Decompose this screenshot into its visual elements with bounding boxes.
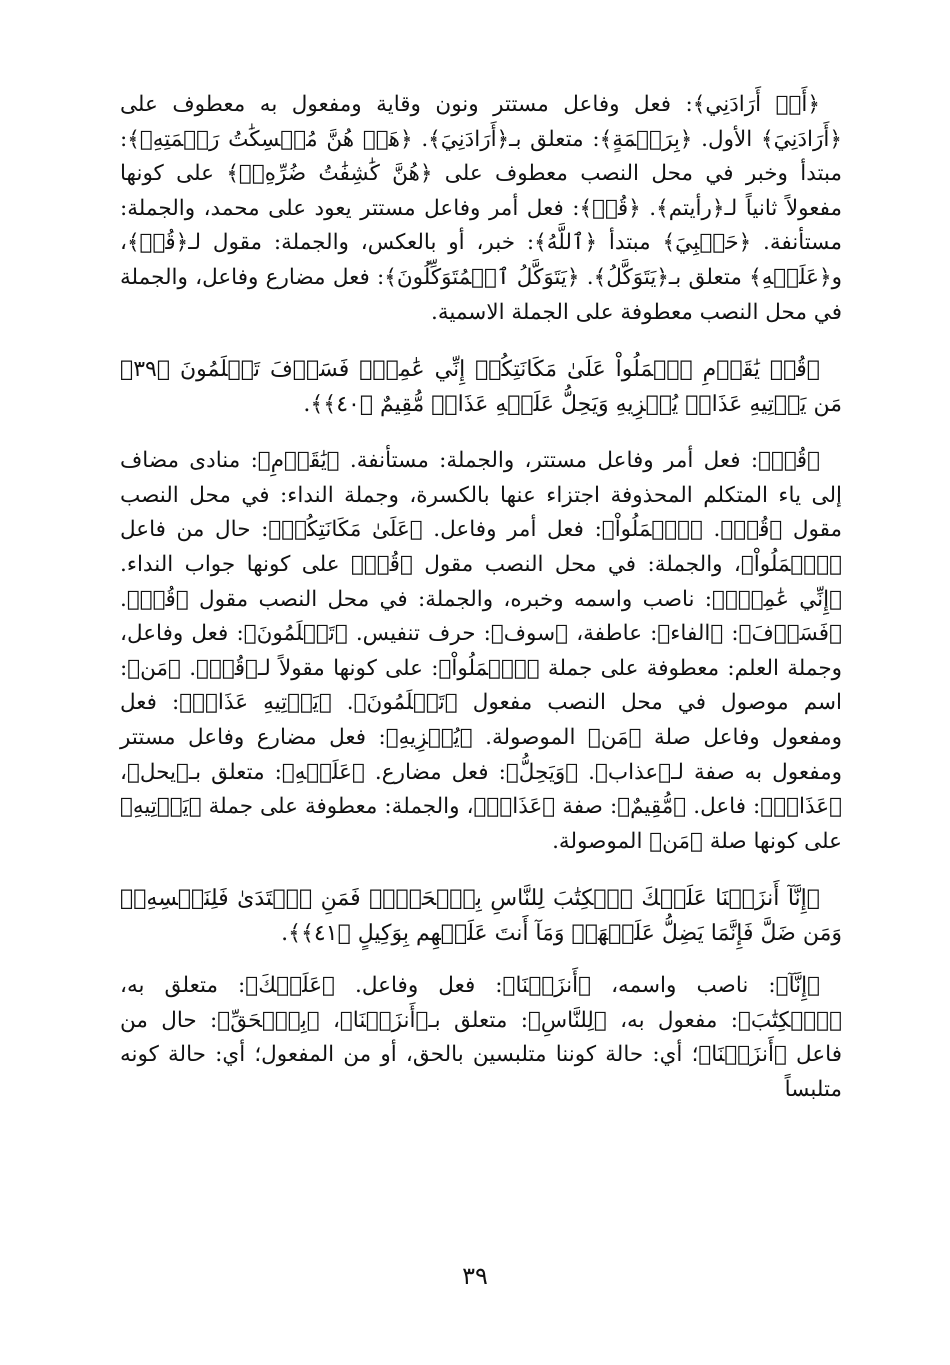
spacer: [120, 859, 842, 881]
spacer: [120, 330, 842, 352]
paragraph-3: ﴿إِنَّآ﴾: ناصب واسمه، ﴿أَنزَلۡنَا﴾: فعل وفاعل. ﴿عَلَيۡكَ﴾: متعلق به، ﴿ٱلۡكِتَٰبَ﴾: مفعول به، ﴿لِلنَّاسِ﴾: متعلق بـ﴿أَنزَلۡنَا﴾، ﴿بِٱلۡحَقِّ﴾: حال من فاعل ﴿أَنزَلۡنَا﴾؛ أي: حالة كوننا متلبسين بالحق، أو من المفعول؛ أي: حالة كونه متلبساً: [120, 973, 842, 1103]
page-body: [120, 88, 842, 1108]
quran-verse-41: ﴿إِنَّآ أَنزَلۡنَا عَلَيۡكَ ٱلۡكِتَٰبَ لِلنَّاسِ بِٱلۡحَقِّۖ فَمَنِ ٱهۡتَدَىٰ فَلِنَفۡسِهِۦۖ وَمَن ضَلَّ فَإِنَّمَا يَضِلُّ عَلَيۡهَاۖ وَمَآ أَنتَ عَلَيۡهِم بِوَكِيلٍ ﴿٤١﴾﴾.: [120, 886, 842, 947]
spacer: [120, 422, 842, 444]
page-number: ٣٩: [462, 1262, 488, 1290]
paragraph-1: ﴿أَوۡ أَرَادَنِي﴾: فعل وفاعل مستتر ونون وقاية ومفعول به معطوف على ﴿أَرَادَنِيَ﴾ الأول. ﴿بِرَحۡمَةٍ﴾: متعلق بـ﴿أَرَادَنِيَ﴾. ﴿هَلۡ هُنَّ مُمۡسِكَٰتُ رَحۡمَتِهِۦ﴾: مبتدأ وخبر في محل النصب معطوف على ﴿هُنَّ كَٰشِفَٰتُ ضُرِّهِۦٓ﴾ على كونها مفعولاً ثانياً لـ﴿رأيتم﴾. ﴿قُلۡ﴾: فعل أمر وفاعل مستتر يعود على محمد، والجملة: مستأنفة. ﴿حَسۡبِيَ﴾ مبتدأ ﴿ٱللَّهُ﴾: خبر، أو بالعكس، والجملة: مقول لـ﴿قُلۡ﴾، و﴿عَلَيۡهِ﴾ متعلق بـ﴿يَتَوَكَّلُ﴾. ﴿يَتَوَكَّلُ ٱلۡمُتَوَكِّلُونَ﴾: فعل مضارع وفاعل، والجملة في محل النصب معطوفة على الجملة الاسمية.: [120, 92, 842, 325]
quran-verse-39-40: ﴿قُلۡ يَٰقَوۡمِ ٱعۡمَلُواْ عَلَىٰ مَكَانَتِكُمۡ إِنِّي عَٰمِلٞۖ فَسَوۡفَ تَعۡلَمُونَ ﴿٣٩﴾ مَن يَأۡتِيهِ عَذَابٞ يُخۡزِيهِ وَيَحِلُّ عَلَيۡهِ عَذَابٞ مُّقِيمٌ ﴿٤٠﴾﴾.: [120, 357, 842, 418]
spacer: [120, 951, 842, 969]
paragraph-2: ﴿قُلۡ﴾: فعل أمر وفاعل مستتر، والجملة: مستأنفة. ﴿يَٰقَوۡمِ﴾: منادى مضاف إلى ياء المتكلم المحذوفة اجتزاء عنها بالكسرة، وجملة النداء: في محل النصب مقول ﴿قُلۡ﴾. ﴿ٱعۡمَلُواْ﴾: فعل أمر وفاعل. ﴿عَلَىٰ مَكَانَتِكُمۡ﴾: حال من فاعل ﴿ٱعۡمَلُواْ﴾، والجملة: في محل النصب مقول ﴿قُلۡ﴾ على كونها جواب النداء. ﴿إِنِّي عَٰمِلٞۖ﴾: ناصب واسمه وخبره، والجملة: في محل النصب مقول ﴿قُلۡ﴾. ﴿فَسَوۡفَ﴾: ﴿الفاء﴾: عاطفة، ﴿سوف﴾: حرف تنفيس. ﴿تَعۡلَمُونَ﴾: فعل وفاعل، وجملة العلم: معطوفة على جملة ﴿ٱعۡمَلُواْ﴾: على كونها مقولاً لـ﴿قُلۡ﴾. ﴿مَن﴾: اسم موصول في محل النصب مفعول ﴿تَعۡلَمُونَ﴾. ﴿يَأۡتِيهِ عَذَابٞ﴾: فعل ومفعول وفاعل صلة ﴿مَن﴾ الموصولة. ﴿يُخۡزِيهِ﴾: فعل مضارع وفاعل مستتر ومفعول به صفة لـ﴿عذاب﴾. ﴿وَيَحِلُّ﴾: فعل مضارع. ﴿عَلَيۡهِ﴾: متعلق بـ﴿يحل﴾، ﴿عَذَابٞ﴾: فاعل. ﴿مُّقِيمٌ﴾: صفة ﴿عَذَابٞ﴾، والجملة: معطوفة على جملة ﴿يَأۡتِيهِ﴾ على كونها صلة ﴿مَن﴾ الموصولة.: [120, 448, 842, 854]
